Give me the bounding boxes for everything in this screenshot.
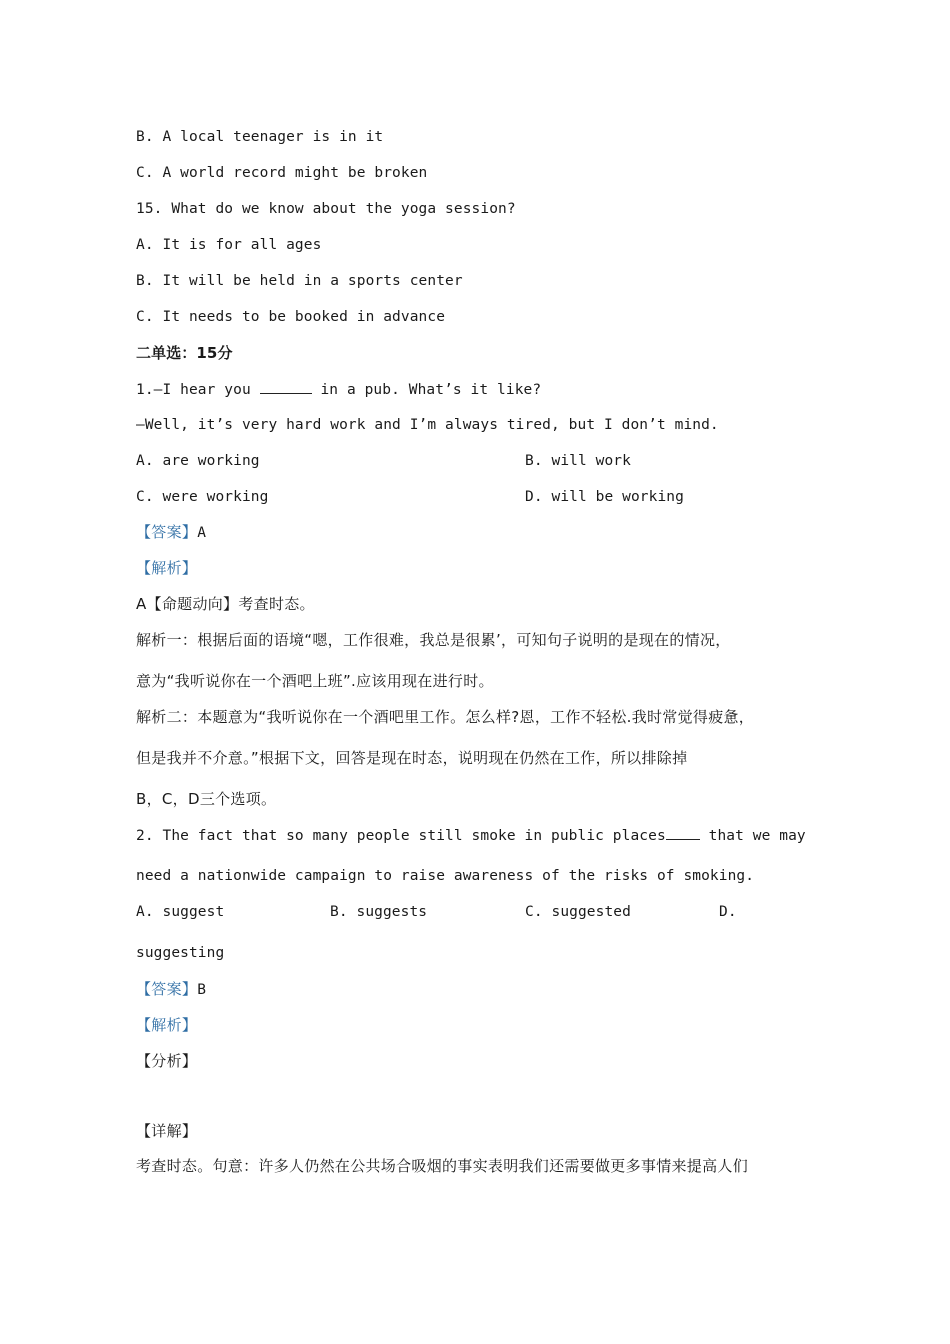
q2-option-b: B. suggests <box>330 904 428 920</box>
q1-analysis-line5: 但是我并不介意。”根据下文，回答是现在时态，说明现在仍然在工作，所以排除掉 <box>136 749 688 767</box>
q1-stem-after: in a pub. What’s it like? <box>311 382 542 398</box>
q1-stem-before: 1.—I hear you <box>136 382 260 398</box>
q1-blank <box>260 379 312 394</box>
q2-stem-line2: need a nationwide campaign to raise awareness of the risks of smoking. <box>136 868 755 884</box>
section-heading: 二单选：15分 <box>136 344 233 362</box>
q1-analysis-line6: B，C，D三个选项。 <box>136 790 277 808</box>
q2-analysis-tag: 【解析】 <box>136 1016 198 1034</box>
q1-answer <box>136 522 206 543</box>
q2-detail-line1: 考查时态。句意：许多人仍然在公共场合吸烟的事实表明我们还需要做更多事情来提高人们 <box>136 1157 749 1175</box>
q1-option-c: C. were working <box>136 489 269 505</box>
q2-stem-after: that we may <box>699 828 806 844</box>
q2-option-c: C. suggested <box>525 904 631 920</box>
q1-option-b: B. will work <box>525 453 631 469</box>
q1-analysis-line4: 解析二：本题意为“我听说你在一个酒吧里工作。怎么样?恩，工作不轻松.我时常觉得疲惫， <box>136 708 755 726</box>
q1-option-a: A. are working <box>136 453 260 469</box>
q1-analysis-line3: 意为“我听说你在一个酒吧上班”.应该用现在进行时。 <box>136 672 494 690</box>
q2-stem-before: 2. The fact that so many people still smoke in public places <box>136 828 666 844</box>
q14-option-c: C. A world record might be broken <box>136 165 428 181</box>
q2-option-d: D. <box>719 904 737 920</box>
q1-analysis-line1: A【命题动向】考查时态。 <box>136 595 315 613</box>
q1-answer-value: A <box>197 525 207 541</box>
q2-answer <box>136 979 206 1000</box>
q2-fenxi-tag: 【分析】 <box>136 1052 198 1070</box>
q15-option-b: B. It will be held in a sports center <box>136 273 463 289</box>
q15-option-a: A. It is for all ages <box>136 237 322 253</box>
q1-option-d: D. will be working <box>525 489 684 505</box>
q1-analysis-tag: 【解析】 <box>136 559 198 577</box>
q2-detail-tag: 【详解】 <box>136 1122 198 1140</box>
q2-option-a: A. suggest <box>136 904 225 920</box>
q2-answer-value: B <box>197 982 207 998</box>
q1-reply: —Well, it’s very hard work and I’m always tired, but I don’t mind. <box>136 417 719 433</box>
q14-option-b: B. A local teenager is in it <box>136 129 384 145</box>
q15-stem: 15. What do we know about the yoga session? <box>136 201 516 217</box>
q1-stem <box>136 379 541 400</box>
q2-blank <box>666 825 700 840</box>
q1-analysis-line2: 解析一：根据后面的语境“嗯，工作很难，我总是很累’，可知句子说明的是现在的情况， <box>136 631 731 649</box>
q2-answer-tag: 【答案】 <box>136 980 198 998</box>
q15-option-c: C. It needs to be booked in advance <box>136 309 446 325</box>
q1-answer-tag: 【答案】 <box>136 523 198 541</box>
q2-stem <box>136 825 806 846</box>
q2-option-d-cont: suggesting <box>136 945 225 961</box>
